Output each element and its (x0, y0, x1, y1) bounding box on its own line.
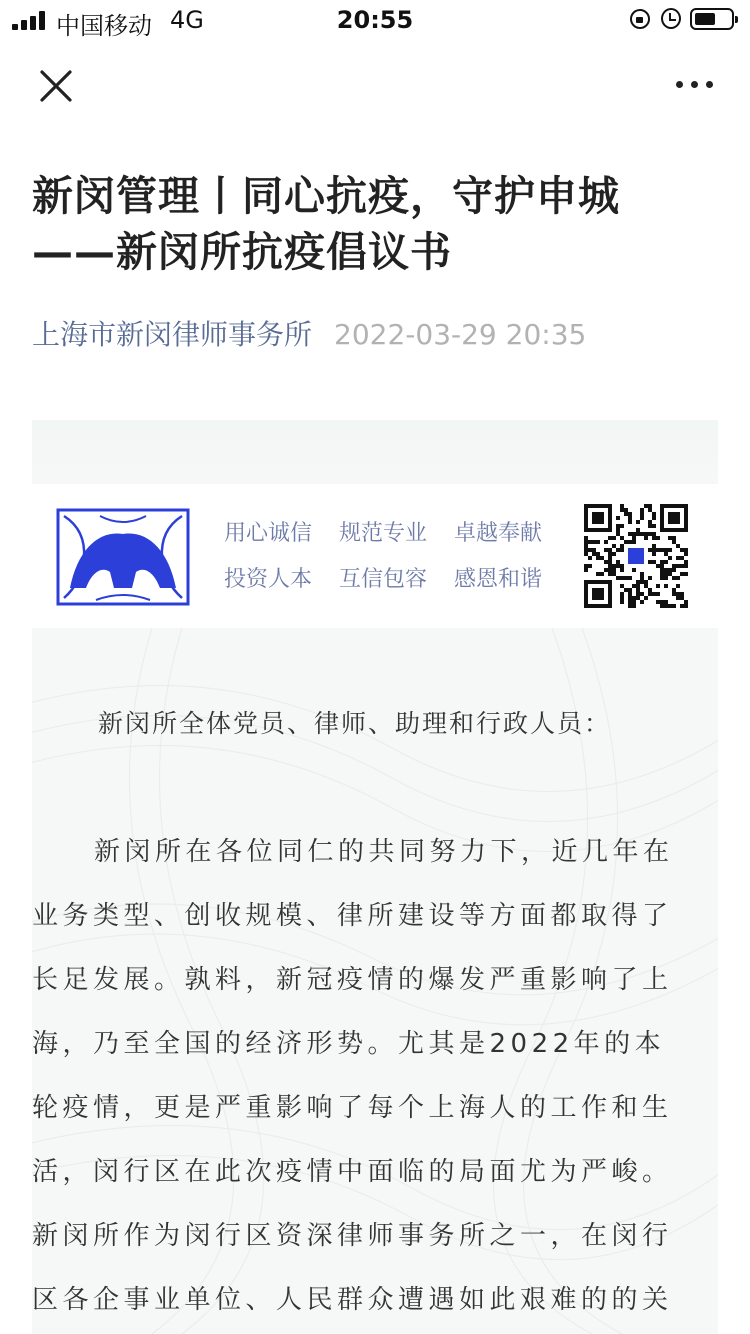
slogan-row (224, 516, 564, 562)
article-title-line: 新闵管理丨同心抗疫，守护申城 (32, 172, 620, 220)
body-line: 业务类型、创收规模、律所建设等方面都取得了 (32, 901, 673, 931)
rotation-lock-icon (630, 9, 650, 29)
article-title-line: ——新闵所抗疫倡议书 (32, 228, 452, 276)
salutation: 新闵所全体党员、律师、助理和行政人员： (98, 709, 612, 738)
close-icon (30, 60, 82, 112)
firm-logo-icon (56, 508, 190, 606)
carrier-name: 中国移动 (56, 12, 152, 40)
status-time: 20:55 (336, 6, 414, 34)
banner-header-texture (32, 420, 718, 484)
body-paragraph (32, 820, 718, 1332)
body-line: 新闵所作为闵行区资深律师事务所之一，在闵行 (32, 1221, 673, 1251)
article-title (32, 168, 722, 280)
slogan-row (224, 562, 564, 608)
qr-code-icon[interactable] (584, 504, 688, 608)
article-body (32, 628, 718, 1334)
body-line: 区各企事业单位、人民群众遭遇如此艰难的的关 (32, 1285, 673, 1315)
more-icon (676, 81, 683, 88)
slogan-text: 互信包容 (339, 567, 428, 592)
body-line: 海，乃至全国的经济形势。尤其是2022年的本 (32, 1029, 666, 1059)
body-line: 轮疫情，更是严重影响了每个上海人的工作和生 (32, 1093, 673, 1123)
body-line: 活，闵行区在此次疫情中面临的局面尤为严峻。 (32, 1157, 673, 1187)
body-line: 长足发展。孰料，新冠疫情的爆发严重影响了上 (32, 965, 673, 995)
slogan-block (224, 516, 564, 608)
close-button[interactable] (30, 60, 82, 112)
firm-banner (32, 484, 718, 628)
slogan-text: 卓越奉献 (454, 521, 543, 546)
body-line: 新闵所在各位同仁的共同努力下，近几年在 (94, 837, 674, 867)
alarm-icon (661, 8, 681, 29)
author-link[interactable]: 上海市新闵律师事务所 (32, 318, 313, 351)
network-type: 4G (170, 6, 204, 34)
battery-icon (690, 8, 734, 30)
status-bar (0, 0, 750, 40)
slogan-text: 投资人本 (224, 567, 313, 592)
more-button[interactable] (666, 60, 722, 108)
publish-date: 2022-03-29 20:35 (334, 318, 587, 351)
article-meta (32, 314, 586, 356)
nav-bar (0, 40, 750, 128)
slogan-text: 感恩和谐 (454, 567, 543, 592)
slogan-text: 规范专业 (339, 521, 428, 546)
slogan-text: 用心诚信 (224, 521, 313, 546)
